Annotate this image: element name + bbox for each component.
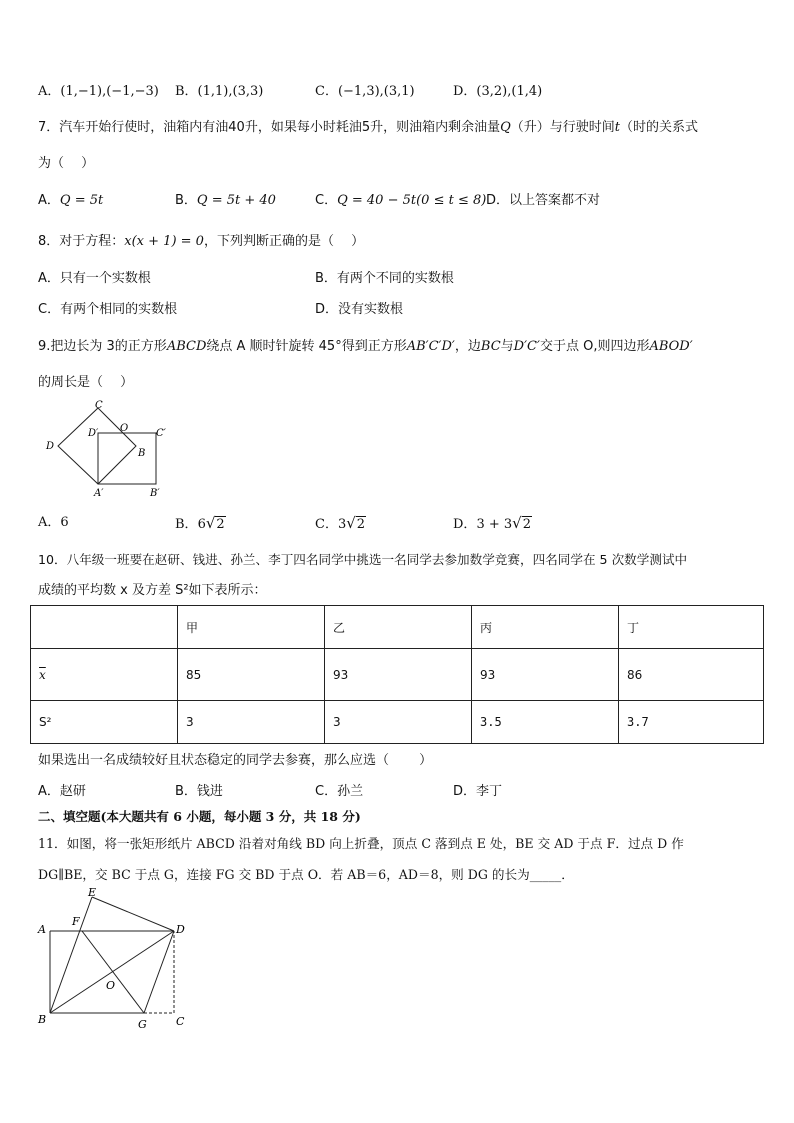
label-b: B <box>38 1013 47 1026</box>
q7-option-c: C．Q = 40 − 5t(0 ≤ t ≤ 8) <box>315 193 487 208</box>
q7-stem-line2: 为（ ） <box>38 156 95 171</box>
label-a1: A′ <box>94 488 104 499</box>
q10-option-d: D．李丁 <box>453 784 503 799</box>
label-e: E <box>88 886 97 899</box>
q10-option-c: C．孙兰 <box>315 784 364 799</box>
diagonal-bd <box>50 931 174 1013</box>
table-header-cell: 乙 <box>325 606 472 649</box>
label-d: D <box>176 923 185 936</box>
table-cell: 3.5 <box>472 701 619 744</box>
score-table <box>30 605 764 744</box>
q9-stem-line1: 9.把边长为 3的正方形ABCD绕点 A 顺时针旋转 45°得到正方形AB′C′D′，边BC与D′C′交于点 O,则四边形ABOD′ <box>38 339 693 354</box>
label-o: O <box>106 979 116 992</box>
square-ab1c1d1 <box>98 433 156 484</box>
table-cell: 86 <box>619 649 764 701</box>
q6-option-d: D．(3,2),(1,4) <box>453 84 543 99</box>
q6-option-a: A．(1,−1),(−1,−3) <box>38 84 159 99</box>
table-cell: 3 <box>178 701 325 744</box>
label-c1: C′ <box>156 428 166 439</box>
label-d1: D′ <box>88 428 99 439</box>
q9-option-d: D．3 + 3√2 <box>453 514 531 532</box>
label-b1: B′ <box>150 488 160 499</box>
q11-stem-line1: 11．如图，将一张矩形纸片 ABCD 沿着对角线 BD 向上折叠，顶点 C 落到点 E 处，BE 交 AD 于点 F．过点 D 作 <box>38 836 684 851</box>
label-c: C <box>176 1015 185 1028</box>
label-d: D <box>46 441 55 452</box>
q10-after-table: 如果选出一名成绩较好且状态稳定的同学去参赛，那么应选（ ） <box>38 753 433 768</box>
q8-stem: 8．对于方程：x(x + 1) = 0，下列判断正确的是（ ） <box>38 234 365 249</box>
label-b: B <box>138 448 146 459</box>
label-f: F <box>72 915 80 928</box>
segment-dg <box>144 931 174 1013</box>
q10-option-b: B．钱进 <box>175 784 223 799</box>
edge-be <box>50 897 92 1013</box>
table-header-cell: 丙 <box>472 606 619 649</box>
q8-option-a: A．只有一个实数根 <box>38 271 151 286</box>
table-header-cell <box>31 606 178 649</box>
table-cell: 3.7 <box>619 701 764 744</box>
table-row-variance <box>31 701 764 744</box>
q9-stem-line2: 的周长是（ ） <box>38 375 134 390</box>
q6-option-b: B．(1,1),(3,3) <box>175 84 264 99</box>
table-cell: 85 <box>178 649 325 701</box>
segment-fg <box>82 931 144 1013</box>
q6-option-c: C．(−1,3),(3,1) <box>315 84 415 99</box>
table-header-cell: 甲 <box>178 606 325 649</box>
q8-option-b: B．有两个不同的实数根 <box>315 271 454 286</box>
label-o: O <box>120 423 129 434</box>
edge-ed <box>92 897 174 931</box>
label-a: A <box>38 923 46 936</box>
q8-option-d: D．没有实数根 <box>315 302 404 317</box>
q7-option-d: D．以上答案都不对 <box>486 193 601 208</box>
table-header-row <box>31 606 764 649</box>
q9-option-a: A．6 <box>38 515 69 530</box>
table-header-cell: 丁 <box>619 606 764 649</box>
q11-figure <box>30 885 200 1035</box>
q9-figure <box>40 398 180 502</box>
q10-stem-line2: 成绩的平均数 x 及方差 S²如下表所示： <box>38 583 267 598</box>
section-heading-fill-blank: 二、填空题(本大题共有 6 小题，每小题 3 分，共 18 分) <box>38 809 361 824</box>
table-cell: 93 <box>325 649 472 701</box>
label-c: C <box>95 400 103 411</box>
q8-option-c: C．有两个相同的实数根 <box>38 302 178 317</box>
q11-stem-line2: DG∥BE，交 BC 于点 G，连接 FG 交 BD 于点 O．若 AB＝6，AD＝8，则 DG 的长为_____． <box>38 867 574 882</box>
q7-option-a: A．Q = 5t <box>38 193 104 208</box>
q7-stem-line1: 7．汽车开始行使时，油箱内有油40升，如果每小时耗油5升，则油箱内剩余油量Q（升）与行驶时间t（时的关系式 <box>38 120 699 135</box>
q10-option-a: A．赵研 <box>38 784 86 799</box>
square-abcd <box>58 408 136 484</box>
table-cell-variance-label: S² <box>31 701 178 744</box>
table-cell-mean-label: $\overline{x}$ <box>31 649 178 701</box>
table-row-mean <box>31 649 764 701</box>
q7-option-b: B．Q = 5t + 40 <box>175 193 276 208</box>
table-cell: 3 <box>325 701 472 744</box>
label-g: G <box>138 1018 147 1031</box>
q9-option-b: B．6√2 <box>175 514 225 532</box>
q10-stem-line1: 10．八年级一班要在赵研、钱进、孙兰、李丁四名同学中挑选一名同学去参加数学竞赛，四名同学在 5 次数学测试中 <box>38 552 688 567</box>
table-cell: 93 <box>472 649 619 701</box>
q9-option-c: C．3√2 <box>315 514 366 532</box>
